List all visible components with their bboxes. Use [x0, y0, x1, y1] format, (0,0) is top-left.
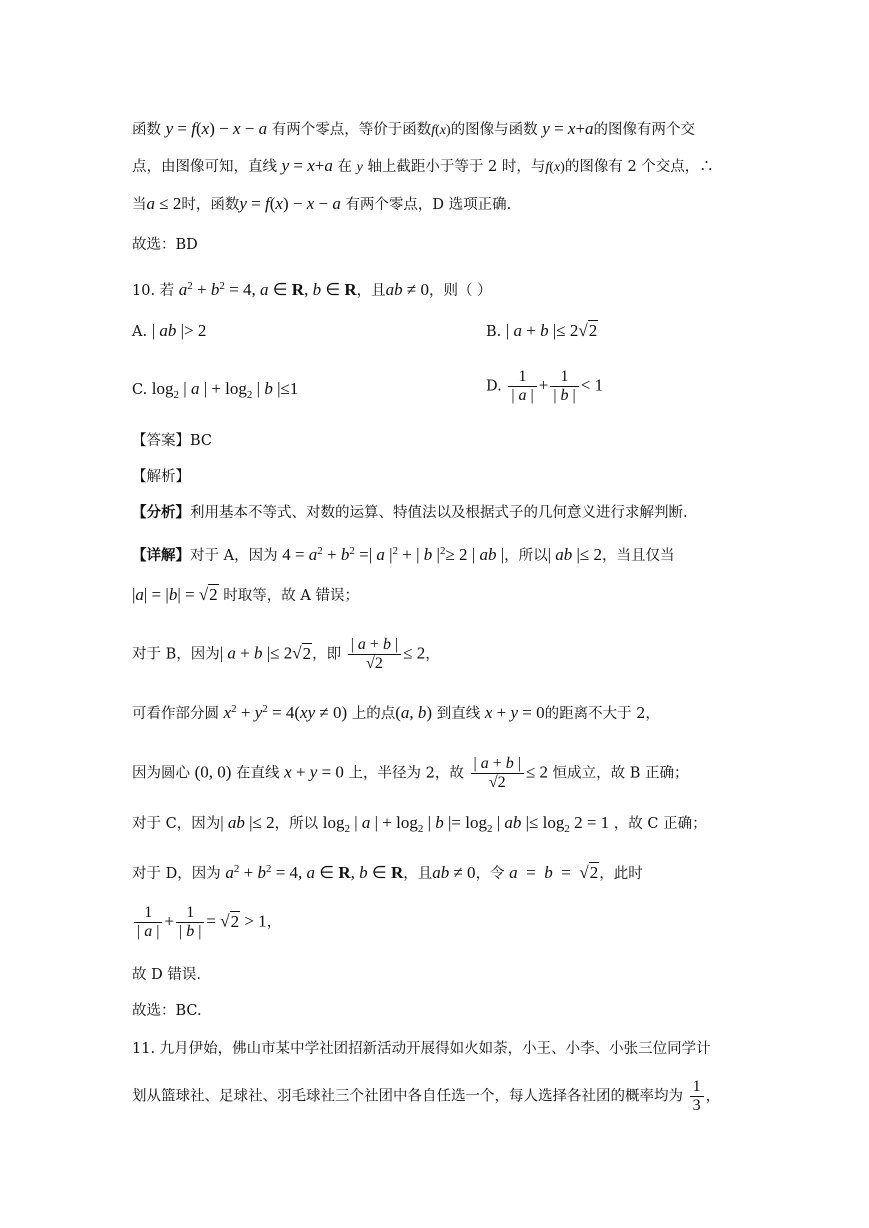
p1-line-1: 函数 y = f(x) − x − a 有两个零点，等价于函数f(x)的图像与函数 y = x+a的图像有两个交 — [132, 119, 696, 138]
text: 10. 若 — [132, 282, 175, 299]
q10-option-b: B. | a + b |≤ 2√2 — [486, 321, 598, 340]
text: 的图像有 2 个交点，∴ — [564, 159, 714, 175]
detail-a-line-1: 【详解】对于 A，因为 $4 = a^2 + b^2$ =| a $|^2$ + | b $|^2\ge 2$ | ab |，所以| ab |≤ 2，当且仅当 — [132, 544, 675, 564]
text: 恒成立，故 B 正确； — [552, 765, 689, 782]
text: 故 D 错误. — [132, 967, 201, 983]
text: 11. 九月伊始，佛山市某中学社团招新活动开展得如火如荼，小王、小李、小张三位同学计 — [132, 1041, 711, 1057]
text: ，且 — [403, 865, 433, 882]
text: ，令 — [475, 865, 505, 882]
text: 函数 — [132, 122, 161, 138]
option-label: C. — [132, 382, 148, 398]
detail-b-line-1: 对于 B，因为| a + b |≤ 2√2，即 $\frac{| a + b |}{√2}$ ≤ 2， — [132, 636, 440, 672]
formula: y — [165, 119, 174, 138]
text: 时取等，故 A 错误； — [223, 588, 359, 604]
analysis-heading — [132, 466, 190, 488]
text: 对于 C，因为 — [132, 816, 221, 832]
p1-line-2: 点，由图像可知，直线 y = x+a 在 y 轴上截距小于等于 2 时，与f(x)的图像有 2 个交点，∴ — [132, 156, 714, 175]
p1-select — [132, 234, 198, 256]
text: 点，由图像可知，直线 — [132, 159, 277, 175]
answer-value: BC — [190, 433, 213, 449]
detail-b-line-2: 可看作部分圆 $x^2 + y^2 = 4(xy \ne 0)$ 上的点(a, b) 到直线 x + y = 0的距离不大于 2， — [132, 702, 660, 722]
detail-d-line-2: $\frac{1}{| a |}$ + $\frac{1}{| b |}$ = √2 > 1， — [132, 904, 281, 941]
text: 有两个零点，等价于函数 — [271, 122, 432, 138]
q10-option-d: D. $\frac{1}{| a |}$ + $\frac{1}{| b |}$ < 1 — [486, 368, 604, 404]
text: ，当且仅当 — [601, 547, 675, 564]
detail-c-line: 对于 C，因为| ab |≤ 2，所以 $\log_2$ | a | + $\log_2$ | b |= $\log_2$ | ab |≤ $\log_2 2 = 1$ ，故 C 正确； — [132, 813, 707, 835]
text: 可看作部分圆 — [132, 705, 219, 722]
text: 划从篮球社、足球社、羽毛球社三个社团中各自任选一个，每人选择各社团的概率均为 — [132, 1088, 683, 1105]
q10-option-c: C. $\log_2$ | a | + $\log_2$ | b |≤1 — [132, 379, 299, 401]
text: ，则（ ） — [429, 282, 492, 299]
fenxi-line — [132, 502, 688, 524]
q10-stem: 10. 若 $a^2 + b^2 = 4$, a ∈ R, b ∈ R，且ab ≠ 0，则（ ） — [132, 279, 492, 299]
text: ，且 — [356, 282, 386, 299]
text: 因为圆心 — [132, 765, 190, 782]
p1-line-3: 当a ≤ 2时，函数y = f(x) − x − a 有两个零点，D 选项正确. — [132, 194, 512, 213]
text: ， — [425, 646, 440, 663]
detail-b-line-3: 因为圆心 (0, 0) 在直线 x + y = 0 上，半径为 2，故 $\frac{| a + b |}{√2}$ ≤ 2 恒成立，故 B 正确； — [132, 755, 689, 791]
option-label: B. — [486, 324, 502, 340]
text: 故选：BC. — [132, 1003, 202, 1019]
text: ，所以 — [274, 816, 319, 832]
detail-a-line-2: |a| = |b| = √2 时取等，故 A 错误； — [132, 585, 359, 604]
q10-option-a: A. | ab |> 2 — [132, 321, 207, 340]
q11-line-1 — [132, 1038, 711, 1060]
text: 上，半径为 2，故 — [348, 765, 464, 782]
text: 对于 B，因为 — [132, 646, 220, 663]
text: 到直线 — [436, 705, 481, 722]
text: ，故 C 正确； — [613, 816, 707, 832]
detail-d-line-3 — [132, 964, 201, 986]
text: ，即 — [312, 646, 342, 663]
text: 轴上截距小于等于 2 时，与 — [367, 159, 546, 175]
text: 在 — [337, 159, 352, 175]
text: 对于 D，因为 — [132, 865, 221, 882]
text: 时，函数 — [181, 197, 240, 213]
text: 有两个零点，D 选项正确. — [345, 197, 512, 213]
text: 的图像与函数 — [450, 122, 538, 138]
option-label: D. — [486, 378, 502, 395]
text: 在直线 — [236, 765, 280, 782]
text: ， — [266, 914, 282, 931]
text: 的图像有两个交 — [593, 122, 696, 138]
answer-tag: 【答案】 — [132, 433, 190, 449]
text: ，所以 — [504, 547, 548, 564]
text: 上的点 — [351, 705, 396, 722]
detail-d-line-1: 对于 D，因为 $a^2 + b^2 = 4$, a ∈ R, b ∈ R，且ab ≠ 0，令 a = b = √2，此时 — [132, 862, 643, 882]
text: 故选：BD — [132, 237, 198, 253]
option-label: A. — [132, 324, 148, 340]
answer-line — [132, 430, 212, 452]
text: 当 — [132, 197, 147, 213]
analysis-tag: 【解析】 — [132, 469, 190, 485]
xiangjie-tag: 【详解】 — [132, 546, 190, 564]
text: 的距离不大于 2， — [544, 705, 660, 722]
text: y — [356, 160, 363, 175]
final-select — [132, 1000, 202, 1022]
text: ，此时 — [599, 865, 643, 882]
text: 对于 A，因为 — [190, 547, 278, 564]
fenxi-tag: 【分析】 — [132, 504, 190, 521]
fenxi-text: 利用基本不等式、对数的运算、特值法以及根据式子的几何意义进行求解判断. — [190, 505, 688, 521]
q11-line-2: 划从篮球社、足球社、羽毛球社三个社团中各自任选一个，每人选择各社团的概率均为 $\frac{1}{3}$ ， — [132, 1078, 721, 1114]
